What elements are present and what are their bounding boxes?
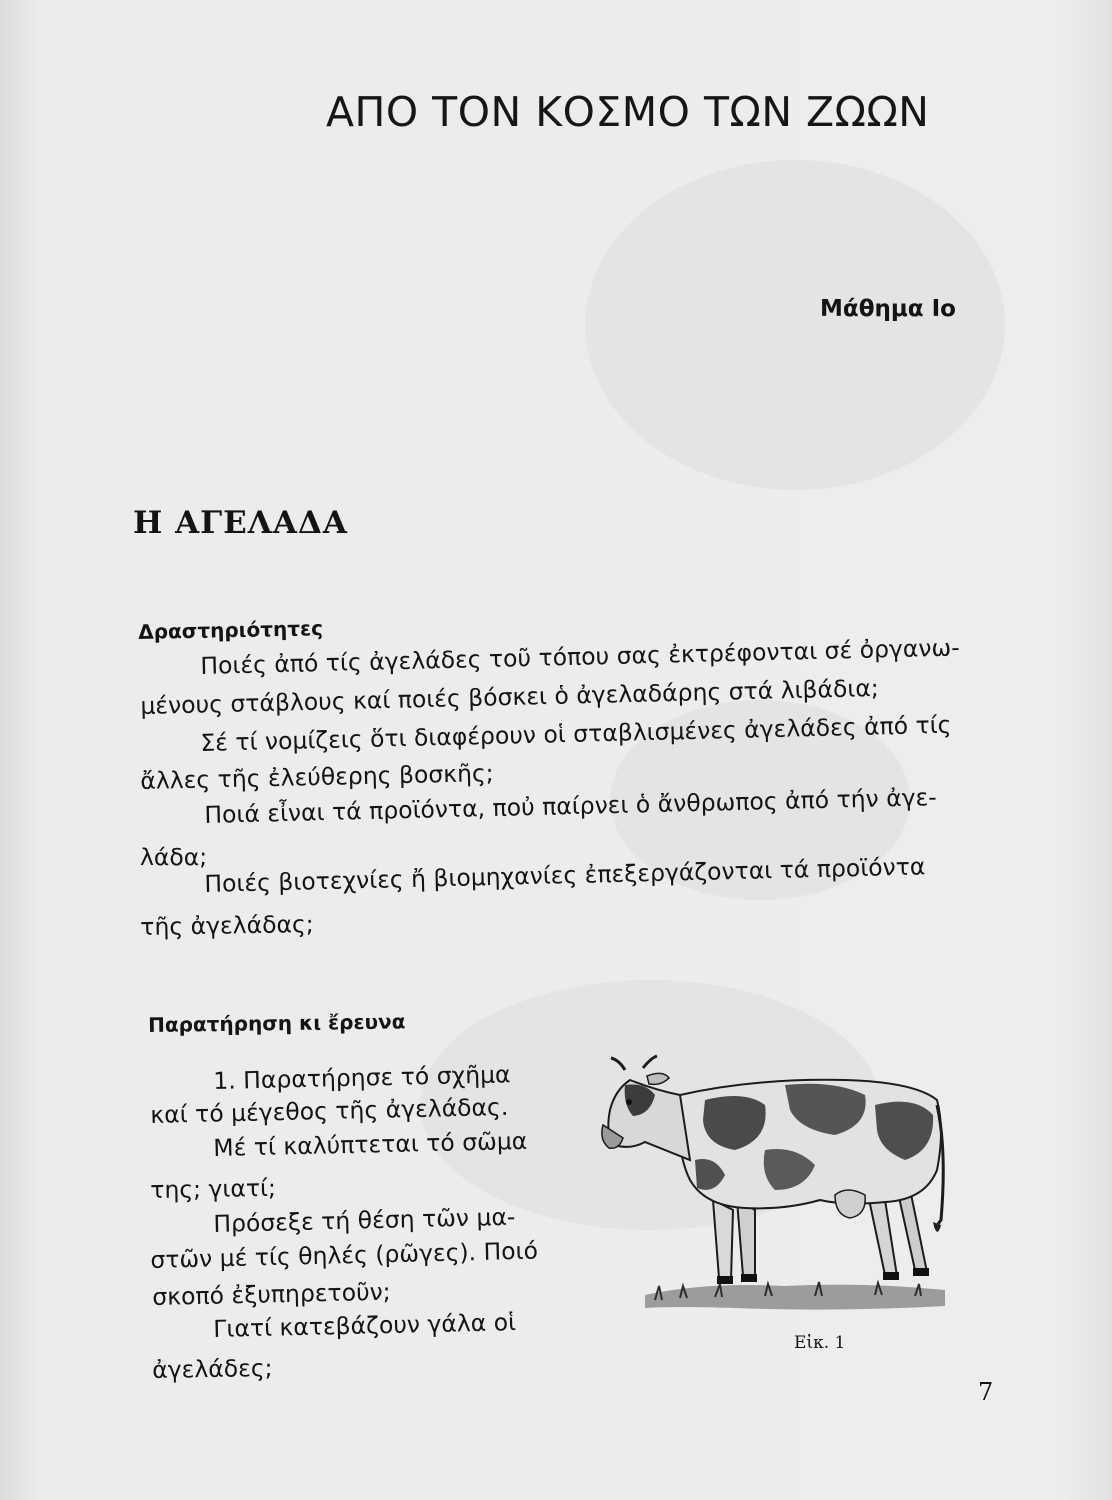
observation-line: Πρόσεξε τή θέση τῶν μα- [213,1202,516,1238]
observation-line: Γιατί κατεβάζουν γάλα οἱ [213,1308,517,1343]
observation-line: σκοπό ἐξυπηρετοῦν; [152,1277,391,1311]
lesson-number: Μάθημα Ιο [820,296,956,322]
section-heading: Η ΑΓΕΛΑΔΑ [133,505,348,541]
cow-illustration [585,1050,955,1320]
page-title: ΑΠΟ ΤΟΝ ΚΟΣΜΟ ΤΩΝ ΖΩΩΝ [326,88,930,136]
activities-line: Ποιά εἶναι τά προϊόντα, ποὐ παίρνει ὁ ἄνθρωπος ἀπό τήν ἀγε- [204,783,938,829]
activities-line: Σέ τί νομίζεις ὅτι διαφέρουν οἱ σταβλισμένες ἀγελάδες ἀπό τίς [200,710,952,757]
figure-caption: Εἰκ. 1 [794,1333,846,1353]
activities-line: Ποιές βιοτεχνίες ἤ βιομηχανίες ἐπεξεργάζονται τά προϊόντα [204,852,926,898]
activities-line: ἄλλες τῆς ἐλεύθερης βοσκῆς; [140,758,494,795]
activities-line: λάδα; [140,843,208,871]
observation-line: στῶν μέ τίς θηλές (ρῶγες). Ποιό [150,1236,539,1274]
observation-line: ἀγελάδες; [152,1353,273,1384]
observation-heading: Παρατήρηση κι ἔρευνα [148,1009,406,1037]
activities-line: μένους στάβλους καί ποιές βόσκει ὁ ἀγελαδάρης στά λιβάδια; [140,673,880,720]
activities-line: τῆς ἀγελάδας; [140,909,314,941]
activities-heading: Δραστηριότητες [138,616,324,644]
activities-line: Ποιές ἀπό τίς ἀγελάδες τοῦ τόπου σας ἐκτρέφονται σέ ὀργανω- [200,633,960,680]
observation-line: της; γιατί; [150,1173,277,1204]
observation-line: 1. Παρατήρησε τό σχῆμα [213,1060,511,1095]
bleed-through-shadow [585,160,1005,490]
observation-line: Μέ τί καλύπτεται τό σῶμα [213,1126,528,1162]
page-number: 7 [978,1378,994,1406]
observation-line: καί τό μέγεθος τῆς ἀγελάδας. [150,1092,509,1129]
